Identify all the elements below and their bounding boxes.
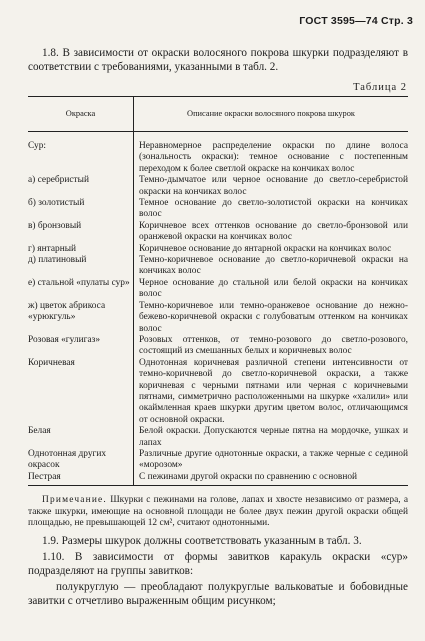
cell-description: С пежинами другой окраски по сравнению с основной [134, 472, 409, 486]
cell-description: Белой окраски. Допускаются черные пятна на мордочке, ушках и лапах [139, 426, 408, 448]
cell-description: Коричневое основание до янтарной окраски на кончиках волос [139, 243, 392, 254]
cell-color: а) серебристый [28, 175, 134, 198]
cell-color: д) платиновый [28, 255, 134, 278]
paragraph-1-10-text: 1.10. В зависимости от формы завитков каракуль окраски «сур» подразделяют на группы завитков: [28, 551, 408, 577]
table-caption: Таблица 2 [353, 82, 407, 93]
note-text: Шкурки с пежинами на голове, лапах и хвосте независимо от размера, а также шкурки, имеющие на основной площади не более двух пежин другой окраски общей площадью, не превышающей 12 см², считают однотонными. [28, 495, 408, 529]
paragraph-group-semicircular [28, 580, 408, 608]
table-row [28, 198, 408, 221]
cell-color: б) золотистый [28, 198, 134, 221]
cell-description: Темно-коричневое или темно-оранжевое основание до нежно-бежево-коричневой окраски с голубоватым оттенком на кончиках волос [139, 300, 408, 334]
table-row [28, 472, 408, 486]
cell-color: ж) цветок абрикоса «урюкгуль» [28, 301, 134, 335]
column-header-description: Описание окраски волосяного покрова шкурок [134, 97, 409, 132]
cell-description: Розовых оттенков, от темно-розового до светло-розового, состоящий из смешанных белых и коричневых волос [139, 334, 408, 357]
table-row [28, 132, 408, 176]
paragraph-1-8 [28, 46, 408, 74]
table-row [28, 244, 408, 255]
cell-color: е) стальной «пулаты сур» [28, 278, 134, 301]
table-row [28, 255, 408, 278]
cell-color: Сур: [28, 132, 134, 176]
page-header: ГОСТ 3595—74 Стр. 3 [299, 15, 413, 27]
cell-description: Темно-дымчатое или черное основание до светло-серебристой окраски на кончиках волос [139, 175, 408, 197]
table-note [28, 495, 408, 530]
cell-description: Различные другие однотонные окраски, а также черные с сединой «морозом» [139, 448, 408, 471]
table-row [28, 175, 408, 198]
table-row [28, 426, 408, 449]
paragraph-1-10 [28, 550, 408, 578]
paragraph-1-8-text: 1.8. В зависимости от окраски волосяного покрова шкурки подразделяют в соответствии с требованиями, указанными в табл. 2. [28, 47, 408, 73]
cell-color: г) янтарный [28, 244, 134, 255]
cell-color: Пестрая [28, 472, 134, 486]
cell-description: Черное основание до стальной или белой окраски на кончиках волос [139, 277, 408, 300]
table-row [28, 301, 408, 335]
cell-description: Темное основание до светло-золотистой окраски на кончиках волос [139, 198, 408, 220]
table-row [28, 278, 408, 301]
cell-description: Неравномерное распределение окраски по длине волоса (зональность окраски): темное основание с постепенным переходом к более светлой окраске на кончиках волос [139, 141, 408, 174]
table-row [28, 221, 408, 244]
paragraph-1-9 [28, 534, 408, 548]
table-row [28, 449, 408, 472]
cell-color: в) бронзовый [28, 221, 134, 244]
cell-description: Коричневое всех оттенков основание до светло-бронзовой или оранжевой окраски на кончиках волос [139, 220, 408, 243]
cell-color: Белая [28, 426, 134, 449]
table-row [28, 358, 408, 426]
column-header-color: Окраска [28, 97, 134, 132]
table-row [28, 335, 408, 358]
cell-description: Однотонная коричневая различной степени интенсивности от темно-коричневой до светло-коричневой окраски, а также коричневая с черными пятнами или черная с коричневыми пятнами, симметрично расположенными на шкурке «халили» или окаймленная краев шкурки другим цветом волос, отличающимся от основной окраски. [139, 357, 408, 425]
cell-color: Коричневая [28, 358, 134, 426]
table-header-row [28, 97, 408, 132]
cell-description: Темно-коричневое основание до светло-коричневой окраски на кончиках волос [139, 255, 408, 277]
cell-color: Розовая «гулигаз» [28, 335, 134, 358]
color-table [28, 96, 408, 486]
paragraph-1-9-text: 1.9. Размеры шкурок должны соответствовать указанным в табл. 3. [42, 535, 362, 547]
cell-color: Однотонная других окрасок [28, 449, 134, 472]
note-label: Примечание. [42, 495, 107, 505]
paragraph-group-text: полукруглую — преобладают полукруглые вальковатые и бобовидные завитки с отчетливо выраженным общим рисунком; [28, 581, 408, 607]
